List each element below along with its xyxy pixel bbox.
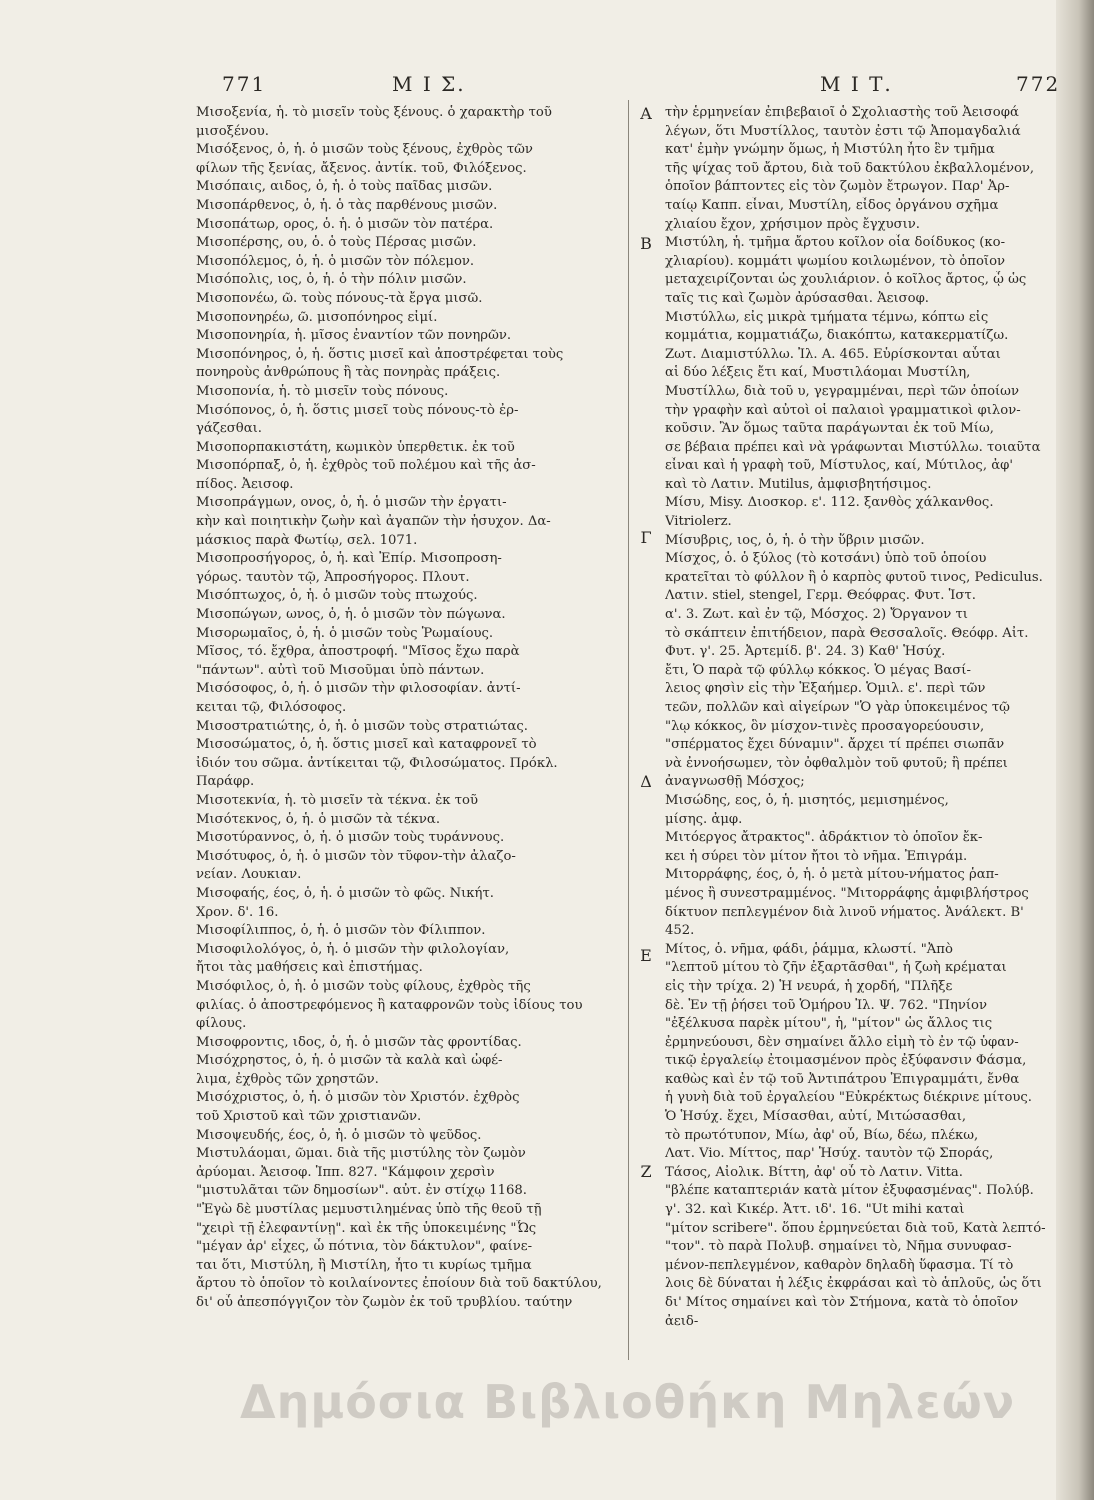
text-line: Μισότυφος, ὁ, ἡ. ὁ μισῶν τὸν τῦφον-τὴν ἀλαζο- (196, 848, 516, 864)
text-line: κομμάτια, κομματιάζω, διακόπτω, κατακερματίζω. (665, 328, 1009, 344)
left-column (196, 104, 616, 1313)
text-line: Μισόπονος, ὁ, ἡ. ὅστις μισεῖ τοὺς πόνους-τὸ ἐρ- (196, 402, 519, 418)
text-line: ἔτι, Ὁ παρὰ τῷ φύλλῳ κόκκος. Ὁ μέγας Βασί- (665, 662, 971, 678)
text-line: Μίτος, ὁ. νῆμα, φάδι, ῥάμμα, κλωστί. "Ἀπὸ (665, 941, 953, 957)
text-line: τὴν ἑρμηνείαν ἐπιβεβαιοῖ ὁ Σχολιαστὴς τοῦ Ἀεισοφά (665, 105, 1019, 120)
text-line: Μισοστρατιώτης, ὁ, ἡ. ὁ μισῶν τοὺς στρατιώτας. (196, 718, 528, 734)
text-line: Μισοπόνηρος, ὁ, ἡ. ὅστις μισεῖ καὶ ἀποστρέφεται τοὺς (196, 346, 564, 362)
text-line: δὲ. Ἐν τῇ ῥήσει τοῦ Ὁμήρου Ἰλ. Ψ. 762. "Πηνίον (665, 997, 987, 1013)
text-line: ἀειδ- (665, 1313, 699, 1329)
text-line: κει ἡ σύρει τὸν μίτον ἤτοι τὸ νῆμα. Ἐπιγράμ. (665, 848, 968, 864)
text-line: Μισόχριστος, ὁ, ἡ. ὁ μισῶν τὸν Χριστόν. ἐχθρὸς (196, 1090, 520, 1106)
text-line: Μισοπροσήγορος, ὁ, ἡ. καὶ Ἐπίρ. Μισοπροση- (196, 551, 502, 567)
right-column (665, 104, 1070, 1331)
text-line: Μισοφιλολόγος, ὁ, ἡ. ὁ μισῶν τὴν φιλολογίαν, (196, 941, 510, 957)
text-line: Μισόπαις, αιδος, ὁ, ἡ. ὁ τοὺς παῖδας μισῶν. (196, 179, 493, 195)
text-line: α'. 3. Ζωτ. καὶ ἐν τῷ, Μόσχος. 2) Ὄργανον τι (665, 607, 968, 623)
text-line: Μῖσος, τό. ἔχθρα, ἀποστροφή. "Μῖσος ἔχω παρὰ (196, 644, 520, 660)
text-line: Λατ. Vio. Μίττος, παρ' Ἡσύχ. ταυτὸν τῷ Σποράς, (665, 1146, 994, 1162)
text-line: ἐρμηνεύουσι, δὲν σημαίνει ἄλλο εἰμὴ τὸ ἐν τῷ ὑφαν- (665, 1034, 1019, 1050)
text-line: μισοξένου. (196, 123, 269, 139)
text-line: Μισοφίλιππος, ὁ, ἡ. ὁ μισῶν τὸν Φίλιππον. (196, 923, 486, 939)
text-line: Μισότεκνος, ὁ, ἡ. ὁ μισῶν τὰ τέκνα. (196, 811, 441, 827)
text-line: Μισοπάτωρ, ορος, ὁ. ἡ. ὁ μισῶν τὸν πατέρα. (196, 216, 494, 232)
text-line: Ὁ Ἡσύχ. ἔχει, Μίσασθαι, αὐτί, Μιτώσασθαι, (665, 1109, 967, 1125)
text-line: κειται τῷ, Φιλόσοφος. (196, 700, 347, 715)
text-line: Τάσος, Αἰολικ. Βίττη, ἀφ' οὗ τὸ Λατιν. Vitta. (665, 1164, 963, 1180)
text-line: χλιαίου ἔχον, χρήσιμον πρὸς ἔγχυσιν. (665, 216, 920, 232)
text-line: ἡ γυνὴ διὰ τοῦ ἐργαλείου "Εὐκρέκτως διέκρινε μίτους. (665, 1090, 1033, 1106)
text-line: τικῷ ἐργαλείῳ ἐτοιμασμένον πρὸς ἐξύφανσιν Φάσμα, (665, 1053, 1027, 1069)
text-line: Μίσχος, ὁ. ὁ ξύλος (τὸ κοτσάνι) ὑπὸ τοῦ ὁποίου (665, 551, 987, 567)
left-running-head: Μ Ι Σ. (392, 72, 466, 96)
text-line: Μισορωμαῖος, ὁ, ἡ. ὁ μισῶν τοὺς Ῥωμαίους. (196, 625, 494, 641)
text-line: Μισόσοφος, ὁ, ἡ. ὁ μισῶν τὴν φιλοσοφίαν. ἀντί- (196, 681, 521, 697)
text-line: ἀναγνωσθῇ Μόσχος; (665, 774, 805, 790)
text-line: Μισοξενία, ἡ. τὸ μισεῖν τοὺς ξένους. ὁ χαρακτὴρ τοῦ (196, 105, 552, 120)
text-line: Μισόφιλος, ὁ, ἡ. ὁ μισῶν τοὺς φίλους, ἐχθρὸς τῆς (196, 978, 531, 994)
text-line: τὸ πρωτότυπον, Μίω, ἀφ' οὗ, Βίω, δέω, πλέκω, (665, 1127, 979, 1143)
column-divider (628, 100, 629, 1360)
text-line: Παράφρ. (196, 774, 255, 790)
text-line: ἤτοι τὰς μαθήσεις καὶ ἐπιστήμας. (196, 960, 423, 976)
text-line: σε βέβαια πρέπει καὶ νὰ γράφωνται Μιστύλλω. τοιαῦτα (665, 439, 1041, 455)
text-line: Λατιν. stiel, stengel, Γερμ. Θεόφρας. Φυτ. Ἱστ. (665, 588, 976, 604)
library-watermark: Δημόσια Βιβλιοθήκη Μηλεών (240, 1375, 1016, 1429)
right-running-head: Μ Ι Τ. (820, 72, 893, 96)
text-line: εἶναι καὶ ἡ γραφὴ τοῦ, Μίστυλος, καί, Μύτιλος, ἀφ' (665, 458, 1013, 474)
text-line: χλιαρίου). κομμάτι ψωμίου κοιλωμένον, τὸ ὁποῖον (665, 253, 1006, 269)
text-line: Μισόξενος, ὁ, ἡ. ὁ μισῶν τοὺς ξένους, ἐχθρὸς τῶν (196, 142, 533, 158)
text-line: τεῶν, πολλῶν καὶ αἰγείρων "Ὁ γὰρ ὑποκειμένος τῷ (665, 700, 1010, 715)
text-line: "λεπτοῦ μίτου τὸ ζῆν ἐξαρτᾶσθαι", ἡ ζωὴ κρέμαται (665, 960, 1007, 976)
text-line: Μιτορράφης, έος, ὁ, ἡ. ὁ μετὰ μίτου-νήματος ῥαπ- (665, 867, 999, 883)
text-line: ταίῳ Καππ. εἶναι, Μυστίλη, εἶδος ὀργάνου σχῆμα (665, 197, 999, 213)
text-line: "μέγαν ἀρ' εἶχες, ὦ πότνια, τὸν δάκτυλον", φαίνε- (196, 1239, 533, 1255)
text-line: εἰς τὴν τρίχα. 2) Ἡ νευρά, ἡ χορδή, "Πλῆξε (665, 978, 953, 994)
text-line: μίσης. ἀμφ. (665, 811, 743, 827)
text-line: Vitriolerz. (665, 514, 732, 530)
text-line: ἄρτου τὸ ὁποῖον τὸ κοιλαίνοντες ἐποίουν διὰ τοῦ δακτύλου, (196, 1276, 602, 1292)
text-line: Μισοψευδής, έος, ὁ, ἡ. ὁ μισῶν τὸ ψεῦδος. (196, 1127, 482, 1143)
text-line: "Ἐγὼ δὲ μυστίλας μεμυστιλημένας ὑπὸ τῆς θεοῦ τῇ (196, 1202, 542, 1218)
text-line: τοῦ Χριστοῦ καὶ τῶν χριστιανῶν. (196, 1109, 422, 1125)
text-line: φιλίας. ὁ ἀποστρεφόμενος ἢ καταφρονῶν τοὺς ἰδίους του (196, 997, 583, 1013)
text-line: Μιστύλλω, εἰς μικρὰ τμήματα τέμνω, κόπτω εἰς (665, 309, 989, 325)
text-line: κὴν καὶ ποιητικὴν ζωὴν καὶ ἀγαπῶν τὴν ἡσυχον. Δα- (196, 514, 551, 530)
text-line: "σπέρματος ἔχει δύναμιν". ἄρχει τί πρέπει σιωπᾶν (665, 737, 1005, 753)
text-line: πονηροὺς ἀνθρώπους ἢ τὰς πονηρὰς πράξεις. (196, 365, 501, 381)
text-line: τὸ σκάπτειν ἐπιτήδειον, παρὰ Θεσσαλοῖς. Θεόφρ. Αἰτ. (665, 625, 1029, 641)
text-line: φίλους. (196, 1016, 247, 1032)
text-line: Μισώδης, εος, ὁ, ἡ. μισητός, μεμισημένος, (665, 792, 949, 808)
text-line: κατ' ἐμὴν γνώμην ὅμως, ἡ Μιστύλη ἦτο ἓν τμῆμα (665, 142, 995, 158)
text-line: καὶ τὸ Λατιν. Mutilus, ἀμφισβητήσιμος. (665, 476, 932, 492)
text-line: Μισοφαής, έος, ὁ, ἡ. ὁ μισῶν τὸ φῶς. Νικήτ. (196, 885, 494, 901)
text-line: Μισοπέρσης, ου, ὁ. ὁ τοὺς Πέρσας μισῶν. (196, 235, 477, 251)
text-line: μεταχειρίζονται ὡς χουλιάριον. ὁ κοῖλος ἄρτος, ᾧ ὡς (665, 272, 1027, 288)
text-line: Φυτ. γ'. 25. Ἀρτεμίδ. β'. 24. 3) Καθ' Ἡσύχ. (665, 644, 946, 660)
text-line: νὰ ἐννοήσωμεν, τὸν ὀφθαλμὸν τοῦ φυτοῦ; ἢ πρέπει (665, 755, 1008, 771)
text-line: Μιστυλάομαι, ῶμαι. διὰ τῆς μιστύλης τὸν ζωμὸν (196, 1146, 526, 1162)
text-line: Μιτόεργος ἄτρακτος". ἀδράκτιον τὸ ὁποῖον ἔκ- (665, 830, 983, 846)
text-line: γάζεσθαι. (196, 421, 262, 437)
text-line: Μισοπονηρία, ἡ. μῖσος ἐναντίον τῶν πονηρῶν. (196, 328, 512, 344)
text-line: "ἐξέλκυσα παρὲκ μίτου", ἡ, "μίτον" ὡς ἄλλος τις (665, 1016, 993, 1032)
text-line: ἰδιόν του σῶμα. ἀντίκειται τῷ, Φιλοσώματος. Πρόκλ. (196, 755, 558, 771)
text-line: τὴν γραφὴν καὶ αὐτοὶ οἱ παλαιοὶ γραμματικοὶ φιλον- (665, 402, 1021, 418)
left-page-number: 771 (222, 72, 267, 96)
text-line: Μισοπονία, ἡ. τὸ μισεῖν τοὺς πόνους. (196, 383, 449, 399)
text-line: Μισοπώγων, ωνος, ὁ, ἡ. ὁ μισῶν τὸν πώγωνα. (196, 607, 506, 623)
text-line: κοῦσιν. Ἂν ὅμως ταῦτα παράγωνται ἐκ τοῦ Μίω, (665, 421, 994, 437)
text-line: Μισοφροντις, ιδος, ὁ, ἡ. ὁ μισῶν τὰς φροντίδας. (196, 1034, 522, 1050)
text-line: φίλων τῆς ξενίας, ἄξενος. ἀντίκ. τοῦ, Φιλόξενος. (196, 160, 527, 176)
text-line: Μισοπόρπαξ, ὁ, ἡ. ἐχθρὸς τοῦ πολέμου καὶ τῆς ἀσ- (196, 458, 536, 474)
text-line: τῆς ψίχας τοῦ ἄρτου, διὰ τοῦ δακτύλου ἐκβαλλομένον, (665, 160, 1035, 176)
text-line: Μιστύλη, ἡ. τμῆμα ἄρτου κοῖλον οἷα δοίδυκος (κο- (665, 235, 1006, 251)
text-line: Μισοπονέω, ῶ. τοὺς πόνους-τὰ ἔργα μισῶ. (196, 290, 483, 306)
text-line: λιμα, ἐχθρὸς τῶν χρηστῶν. (196, 1071, 379, 1087)
text-line: "μίτον scribere". ὅπου ἑρμηνεύεται διὰ τοῦ, Κατὰ λεπτό- (665, 1220, 1046, 1236)
text-line: "μιστυλᾶται τῶν δημοσίων". αὐτ. ἐν στίχῳ 1168. (196, 1183, 527, 1199)
section-letter: Δ (640, 772, 652, 791)
section-letter: Ε (640, 946, 652, 965)
text-line: "χειρὶ τῇ ἐλεφαντίνῃ". καὶ ἐκ τῆς ὑποκειμένης "Ὦς (196, 1220, 537, 1236)
text-line: Μισοπορπακιστάτη, κωμικὸν ὑπερθετικ. ἐκ τοῦ (196, 439, 515, 455)
section-letter: Γ (640, 528, 652, 547)
text-line: Μίσυβρις, ιος, ὁ, ἡ. ὁ τὴν ὕβριν μισῶν. (665, 532, 925, 548)
text-line: γόρως. ταυτὸν τῷ, Ἀπροσήγορος. Πλουτ. (196, 569, 470, 585)
text-line: λέγων, ὅτι Μυστίλλος, ταυτὸν ἐστι τῷ Ἀπομαγδαλιά (665, 123, 1021, 139)
text-line: ὁποῖον βάπτοντες εἰς τὸν ζωμὸν ἔτρωγον. Παρ' Ἀρ- (665, 179, 1010, 195)
text-line: 452. (665, 923, 695, 939)
section-letter: Β (640, 234, 652, 253)
text-line: "βλέπε καταπτεριάν κατὰ μίτον ἐξυφασμένας". Πολύβ. (665, 1183, 1034, 1199)
text-line: Μισοπράγμων, ονος, ὁ, ἡ. ὁ μισῶν τὴν ἐργατι- (196, 495, 507, 511)
text-line: δίκτυον πεπλεγμένον διὰ λινοῦ νήματος. Ἀνάλεκτ. Β' (665, 904, 1024, 920)
text-line: Μισοπάρθενος, ὁ, ἡ. ὁ τὰς παρθένους μισῶν. (196, 197, 498, 213)
text-line: Μισοσώματος, ὁ, ἡ. ὅστις μισεῖ καὶ καταφρονεῖ τὸ (196, 737, 537, 753)
text-line: Ζωτ. Διαμιστύλλω. Ἰλ. Α. 465. Εὑρίσκονται αὗται (665, 346, 1001, 362)
text-line: γ'. 32. καὶ Κικέρ. Ἀττ. ιδ'. 16. "Ut mihi καταὶ (665, 1202, 965, 1218)
text-line: λοις δὲ δύναται ἡ λέξις ἐκφράσαι καὶ τὸ ἁπλοῦς, ὡς ὅτι (665, 1276, 1042, 1292)
text-line: μένον-πεπλεγμένον, καθαρὸν δηλαδὴ ὕφασμα. Τί τὸ (665, 1257, 1014, 1273)
text-line: ἀρύομαι. Ἀεισοφ. Ἱππ. 827. "Κάμφοιν χερσὶν (196, 1164, 495, 1180)
text-line: Χρον. δ'. 16. (196, 904, 279, 920)
section-letter: Α (640, 104, 652, 123)
text-line: "πάντων". αὐτὶ τοῦ Μισοῦμαι ὑπὸ πάντων. (196, 662, 485, 678)
text-line: Μισοπόλεμος, ὁ, ἡ. ὁ μισῶν τὸν πόλεμον. (196, 253, 475, 269)
text-line: Μισόχρηστος, ὁ, ἡ. ὁ μισῶν τὰ καλὰ καὶ ὠφέ- (196, 1053, 503, 1069)
text-line: Μίσυ, Misy. Διοσκορ. ε'. 112. ξανθὸς χάλκανθος. (665, 495, 994, 511)
text-line: δι' οὗ ἀπεσπόγγιζον τὸν ζωμὸν ἐκ τοῦ τρυβλίου. ταύτην (196, 1295, 573, 1310)
text-line: πίδος. Ἀεισοφ. (196, 476, 294, 492)
text-line: καθὼς καὶ ἐν τῷ τοῦ Ἀντιπάτρου Ἐπιγραμμάτι, ἔνθα (665, 1071, 1020, 1087)
text-line: Μισοτεκνία, ἡ. τὸ μισεῖν τὰ τέκνα. ἐκ τοῦ (196, 792, 478, 808)
text-line: νείαν. Λουκιαν. (196, 867, 302, 883)
section-letter: Ζ (640, 1162, 652, 1181)
text-line: ται ὅτι, Μιστύλη, ἢ Μιστίλη, ἦτο τι κυρίως τμῆμα (196, 1257, 532, 1273)
text-line: λειος φησὶν εἰς τὴν Ἑξαήμερ. Ὁμιλ. ε'. περὶ τῶν (665, 681, 986, 697)
text-line: μένος ἢ συνεστραμμένος. "Μιτορράφης ἀμφιβλήστρος (665, 885, 1029, 901)
text-line: δι' Μίτος σημαίνει καὶ τὸν Στήμονα, κατὰ τὸ ὁποῖον (665, 1295, 1019, 1310)
right-page-number: 772 (1016, 72, 1061, 96)
text-line: Μισοτύραννος, ὁ, ἡ. ὁ μισῶν τοὺς τυράννους. (196, 830, 505, 846)
text-line: Μισόπολις, ιος, ὁ, ἡ. ὁ τὴν πόλιν μισῶν. (196, 272, 467, 288)
text-line: ταῖς τις καὶ ζωμὸν ἀρύσασθαι. Ἀεισοφ. (665, 290, 930, 306)
text-line: Μισόπτωχος, ὁ, ἡ. ὁ μισῶν τοὺς πτωχούς. (196, 588, 478, 604)
text-line: "λῳ κόκκος, ὃν μίσχον-τινὲς προσαγορεύουσιν, (665, 718, 985, 734)
text-line: Μυστίλλω, διὰ τοῦ υ, γεγραμμέναι, περὶ τῶν ὁποίων (665, 383, 1019, 399)
text-line: μάσκιος παρὰ Φωτίῳ, σελ. 1071. (196, 532, 418, 548)
text-line: κρατεῖται τὸ φύλλον ἢ ὁ καρπὸς φυτοῦ τινος, Pediculus. (665, 569, 1043, 585)
text-line: "τον". τὸ παρὰ Πολυβ. σημαίνει τὸ, Νῆμα συνυφασ- (665, 1239, 1012, 1255)
text-line: Μισοπονηρέω, ῶ. μισοπόνηρος εἰμί. (196, 309, 438, 325)
text-line: αἱ δύο λέξεις ἔτι καί, Μυστιλάομαι Μυστίλη, (665, 365, 971, 381)
